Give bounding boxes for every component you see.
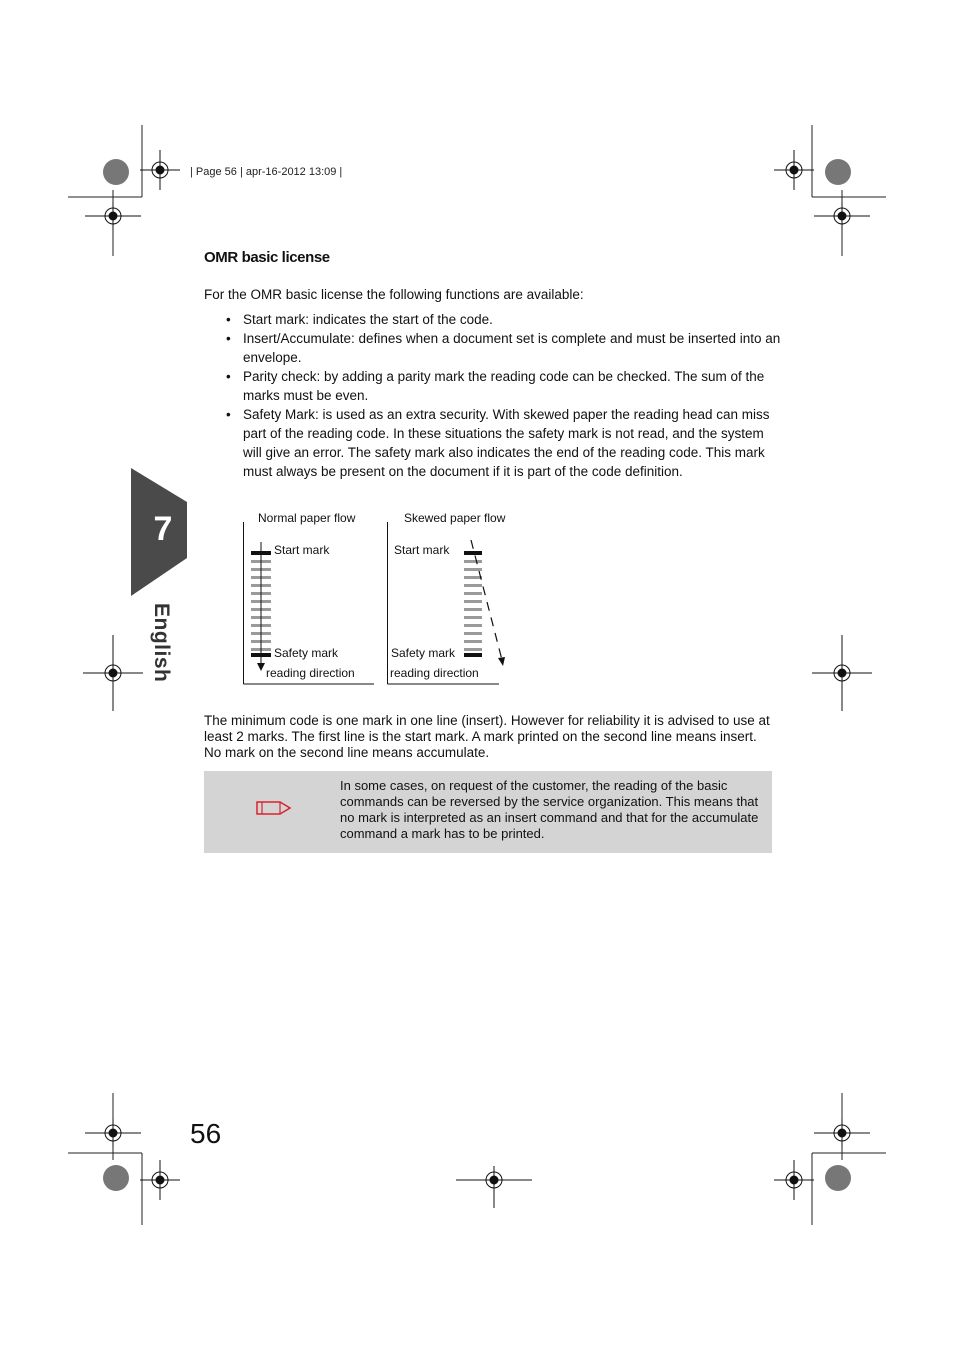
- normal-direction-label: reading direction: [266, 666, 355, 680]
- intro-text: For the OMR basic license the following functions are available:: [204, 287, 584, 302]
- minimum-code-paragraph: The minimum code is one mark in one line (insert). However for reliability it is advised to use at least 2 marks. The first line is the start mark. A mark printed on the second line means insert. No mark on the second line means accumulate.: [204, 713, 770, 760]
- normal-safety-label: Safety mark: [274, 646, 339, 660]
- omr-paper-flow-diagram: [240, 508, 520, 688]
- feature-list: [226, 310, 786, 481]
- normal-start-label: Start mark: [274, 543, 330, 557]
- normal-flow-title: Normal paper flow: [258, 511, 356, 525]
- pencil-note-icon: [256, 799, 292, 817]
- list-item: • Safety Mark: is used as an extra security. With skewed paper the reading head can miss part of the reading code. In these situations the safety mark is not read, and the system will give an error. The safety mark also indicates the end of the reading code. This mark must always be present on the document if it is part of the code definition.: [226, 405, 786, 481]
- list-item: • Parity check: by adding a parity mark the reading code can be checked. The sum of the marks must be even.: [226, 367, 786, 405]
- skewed-flow-panel: [388, 511, 506, 684]
- chapter-language-label: English: [150, 603, 173, 683]
- skewed-direction-label: reading direction: [390, 666, 479, 680]
- print-header-info: | Page 56 | apr-16-2012 13:09 |: [190, 166, 343, 178]
- section-title: OMR basic license: [204, 249, 330, 266]
- page-number: 56: [190, 1118, 222, 1149]
- skewed-start-label: Start mark: [394, 543, 450, 557]
- list-item: • Start mark: indicates the start of the code.: [226, 310, 786, 329]
- chapter-number: 7: [153, 510, 173, 548]
- list-item: • Insert/Accumulate: defines when a document set is complete and must be inserted into an envelope.: [226, 329, 786, 367]
- note-box: [204, 771, 772, 853]
- skewed-flow-title: Skewed paper flow: [404, 511, 506, 525]
- skewed-safety-label: Safety mark: [391, 646, 456, 660]
- normal-flow-panel: [244, 511, 375, 684]
- note-text: In some cases, on request of the customer, the reading of the basic commands can be reversed by the service organization. This means that no mark is interpreted as an insert command and that for the accumulate command a mark has to be printed.: [340, 778, 759, 841]
